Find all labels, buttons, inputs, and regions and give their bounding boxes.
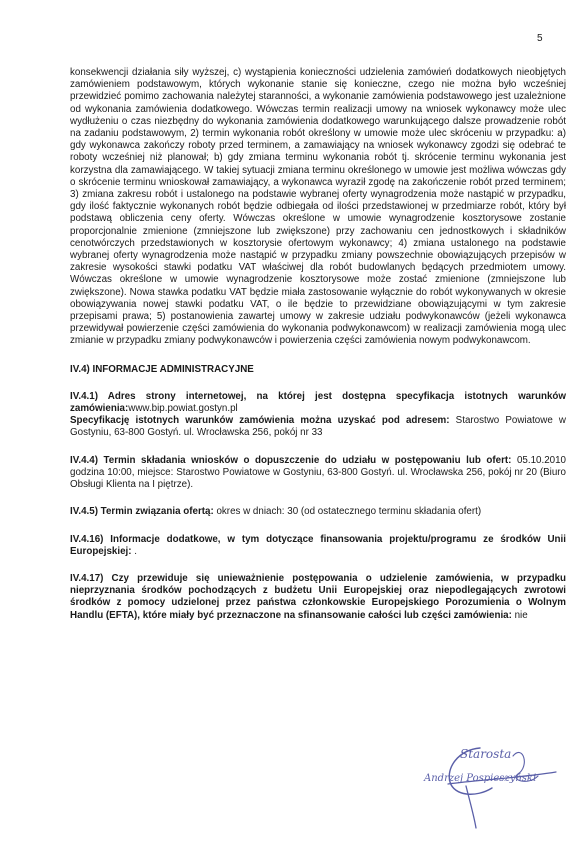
page-number: 5 — [537, 33, 543, 44]
iv-4-16-value: . — [131, 545, 137, 557]
item-iv-4-4 — [70, 455, 566, 492]
iv-4-1-url[interactable]: www.bip.powiat.gostyn.pl — [128, 403, 238, 415]
signature-stamp — [418, 736, 568, 831]
iv-4-17-value: nie — [511, 609, 528, 621]
section-heading-administrative: IV.4) INFORMACJE ADMINISTRACYJNE — [70, 363, 254, 375]
iv-4-4-value: 05.10.2010 godzina 10:00, miejsce: Starostwo Powiatowe w Gostyniu, 63-800 Gostyń. ul. Wrocławska 256, pokój nr 20 (Biuro Obsługi Klienta na I piętrze). — [70, 454, 566, 491]
signature-signer-name: Andrzej Pospieszyński — [424, 773, 537, 784]
iv-4-16-label: IV.4.16) Informacje dodatkowe, w tym dotyczące finansowania projektu/programu ze środków Unii Europejskiej: — [70, 533, 566, 557]
document-body — [70, 67, 566, 622]
item-iv-4-16 — [70, 534, 566, 558]
iv-4-5-label: IV.4.5) Termin związania ofertą: — [70, 506, 214, 518]
iv-4-4-label: IV.4.4) Termin składania wniosków o dopuszczenie do udziału w postępowaniu lub ofert: — [70, 454, 512, 466]
iv-4-17-label: IV.4.17) Czy przewiduje się unieważnienie postępowania o udzielenie zamówienia, w przypadku nieprzyznania środków pochodzących z budżetu Unii Europejskiej oraz niepodlegających zwrotowi środków z pomocy udzielonej przez państwa członkowskie Europejskiego Porozumienia o Wolnym Handlu (EFTA), które miały być przeznaczone na sfinansowanie całości lub części zamówienia: — [70, 572, 566, 621]
signature-flourish-tail — [466, 786, 476, 828]
item-iv-4-1 — [70, 391, 566, 440]
signature-stamp-title: Starosta — [460, 747, 512, 761]
item-iv-4-17 — [70, 573, 566, 622]
paragraph-contract-changes: konsekwencji działania siły wyższej, c) wystąpienia konieczności udzielenia zamówień dodatkowych nieobjętych zamówieniem podstawowym, których wykonanie stanie się konieczne, czego nie można było wcześniej przewidzieć pomimo zachowania należytej staranności, a wykonanie zamówienia podstawowego jest uzależnione od wykonania zamówienia dodatkowego. Wówczas termin realizacji umowy na wniosek wykonawcy może ulec wydłużeniu o czas niezbędny do wykonania zamówienia dodatkowego warunkującego dalsze prowadzenie robót na zadaniu podstawowym, 2) termin wykonania robót określony w umowie może ulec skróceniu w przypadku: a) gdy wykonawca zakończy roboty przed terminem, a zamawiający na wniosek wykonawcy zgodzi się odebrać te roboty wcześniej niż planował; b) gdy zmiana terminu wykonania robót tj. skrócenie terminu wykonania jest korzystna dla zamawiającego. W takiej sytuacji zmiana terminu określonego w umowie jest możliwa wówczas gdy o skrócenie terminu wnioskował zamawiający, a wykonawca wyraził zgodę na zakończenie robót przed terminem; 3) zmiana zakresu robót i ustalonego na podstawie wybranej oferty wynagrodzenia może nastąpić w przypadku, gdy ilość faktycznie wykonanych robót będzie odbiegała od ilości przedstawionej w przedmiarze robót, który był podstawą obliczenia ceny oferty. Wówczas określone w umowie wynagrodzenie kosztorysowe zostanie proporcjonalnie zmienione (zmniejszone lub zwiększone) przy zachowaniu cen jednostkowych i składników cenotwórczych przedstawionych w kosztorysie ofertowym wykonawcy; 4) zmiana ustalonego na podstawie wybranej oferty wynagrodzenia może nastąpić w przypadku zmiany powszechnie obowiązujących przepisów w zakresie wysokości stawki podatku VAT właściwej dla robót budowlanych będących przedmiotem umowy. Wówczas określone w umowie wynagrodzenie kosztorysowe może zostać zmienione (zmniejszone lub zwiększone). Nowa stawka podatku VAT będzie miała zastosowanie wyłącznie do robót wykonywanych w okresie obowiązywania nowej stawki podatku VAT, o ile będzie to przewidziane obowiązującymi w tym zakresie przepisami prawa; 5) postanowienia zawartej umowy w zakresie udziału podwykonawców (jeżeli wykonawca przewidywał powierzenie części zamówienia do wykonania podwykonawcom) w realizacji zamówienia mogą ulec zmianie w przypadku zmiany podwykonawców i powierzenia części zamówienia nowym podwykonawcom. — [70, 67, 566, 347]
iv-4-5-value: okres w dniach: 30 (od ostatecznego terminu składania ofert) — [213, 506, 482, 518]
iv-4-1-label: IV.4.1) Adres strony internetowej, na której jest dostępna specyfikacja istotnych warunków zamówienia: — [70, 390, 566, 415]
item-iv-4-5 — [70, 506, 566, 518]
iv-4-1-address-label: Specyfikację istotnych warunków zamówienia można uzyskać pod adresem: — [70, 415, 450, 427]
iv-4-1-address-value: Starostwo Powiatowe w Gostyniu, 63-800 Gostyń. ul. Wrocławska 256, pokój nr 33 — [70, 415, 566, 439]
